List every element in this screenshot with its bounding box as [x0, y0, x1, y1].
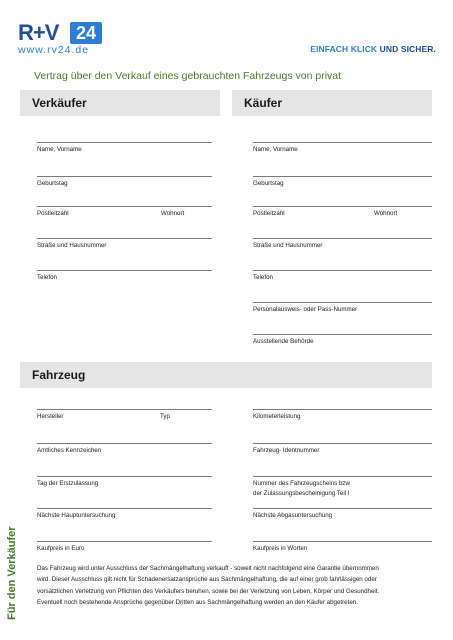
seller-phone-field[interactable]: [37, 270, 212, 305]
vehicle-next-inspection-field[interactable]: [37, 508, 212, 543]
slogan-part2: UND SICHER.: [379, 44, 436, 54]
side-label-seller-copy: Für den Verkäufer: [6, 526, 18, 620]
buyer-id-label: Personalausweis- oder Pass-Nummer: [253, 306, 358, 313]
seller-name-field[interactable]: [37, 142, 212, 177]
warranty-disclaimer: [37, 563, 419, 608]
vehicle-plate-label: Amtliches Kennzeichen: [37, 447, 102, 454]
logo-wordmark: R+V: [18, 20, 59, 45]
vehicle-registration-doc-label-2: der Zulassungsbescheinigung Teil I: [253, 490, 350, 497]
vehicle-price-words-field[interactable]: [253, 541, 432, 560]
buyer-street-label: Straße und Hausnummer: [253, 242, 323, 249]
vehicle-registration-doc-label-1: Nummer des Fahrzeugscheins bzw: [253, 480, 350, 487]
logo-badge: 24: [70, 22, 102, 44]
rv24-logo[interactable]: [18, 20, 103, 62]
buyer-section-title: Käufer: [244, 96, 283, 110]
vehicle-first-registration-field[interactable]: [37, 476, 212, 511]
seller-zip-label: Postleitzahl: [37, 210, 69, 217]
logo-url: www.rv24.de: [18, 44, 90, 56]
vehicle-price-number-field[interactable]: [37, 541, 212, 560]
vehicle-type-label: Typ: [160, 413, 170, 420]
vehicle-section-title: Fahrzeug: [32, 368, 86, 382]
buyer-id-field[interactable]: [253, 302, 432, 337]
disclaimer-line-1: Das Fahrzeug wird unter Ausschluss der Sachmängelhaftung verkauft - soweit nicht nachfolgend eine Garantie übernommen: [37, 565, 379, 572]
vehicle-next-inspection-label: Nächste Hauptuntersuchung: [37, 512, 116, 519]
document-title: Vertrag über den Verkauf eines gebrauchten Fahrzeugs von privat: [34, 70, 342, 82]
vehicle-first-registration-label: Tag der Erstzulassung: [37, 480, 99, 487]
seller-name-label: Name, Vorname: [37, 146, 82, 153]
vehicle-registration-doc-field[interactable]: [253, 476, 432, 511]
vehicle-vin-field[interactable]: [253, 443, 432, 478]
vehicle-manufacturer-type-field[interactable]: [37, 409, 212, 444]
seller-street-label: Straße und Hausnummer: [37, 242, 107, 249]
buyer-street-field[interactable]: [253, 238, 432, 273]
seller-birthday-label: Geburtstag: [37, 180, 68, 187]
vehicle-vin-label: Fahrzeug- Identnummer: [253, 447, 320, 454]
buyer-zip-label: Postleitzahl: [253, 210, 285, 217]
vehicle-mileage-field[interactable]: [253, 409, 432, 444]
buyer-phone-field[interactable]: [253, 270, 432, 305]
vehicle-plate-field[interactable]: [37, 443, 212, 478]
disclaimer-line-3: vorsätzlichen Verletzung von Pflichten des Verkäufers beruhen, sowie bei der Verletzung von Leben, Körper und Gesundheit.: [37, 587, 380, 595]
buyer-zip-city-field[interactable]: [253, 206, 432, 241]
slogan: [310, 44, 436, 54]
disclaimer-line-2: wird. Dieser Ausschluss gilt nicht für Schadenersatzansprüche aus Sachmängelhaftung, die auf einer grob fahrlässigen oder: [37, 576, 377, 584]
buyer-authority-label: Ausstellende Behörde: [253, 338, 314, 345]
vehicle-price-number-label: Kaufpreis in Euro: [37, 545, 85, 552]
vehicle-section-header: [20, 362, 432, 388]
buyer-phone-label: Telefon: [253, 274, 273, 281]
vehicle-manufacturer-label: Hersteller: [37, 413, 64, 420]
vehicle-price-words-label: Kaufpreis in Worten: [253, 545, 308, 552]
seller-zip-city-field[interactable]: [37, 206, 212, 241]
buyer-city-label: Wohnort: [374, 210, 398, 217]
buyer-name-label: Name, Vorname: [253, 146, 298, 153]
buyer-birthday-label: Geburtstag: [253, 180, 284, 187]
disclaimer-line-4: Eventuell noch bestehende Ansprüche gegenüber Dritten aus Sachmängelhaftung werden an den Käufer abgetreten.: [37, 598, 358, 606]
seller-section-header: [20, 90, 220, 116]
buyer-section-header: [232, 90, 432, 116]
vehicle-next-emission-label: Nächste Abgasuntersuchung: [253, 512, 333, 519]
vehicle-next-emission-field[interactable]: [253, 508, 432, 543]
seller-street-field[interactable]: [37, 238, 212, 273]
buyer-name-field[interactable]: [253, 142, 432, 177]
seller-section-title: Verkäufer: [32, 96, 87, 110]
vehicle-mileage-label: Kilometerleistung: [253, 413, 301, 420]
slogan-part1: EINFACH KLICK: [310, 44, 380, 54]
seller-phone-label: Telefon: [37, 274, 57, 281]
seller-city-label: Wohnort: [161, 210, 185, 217]
